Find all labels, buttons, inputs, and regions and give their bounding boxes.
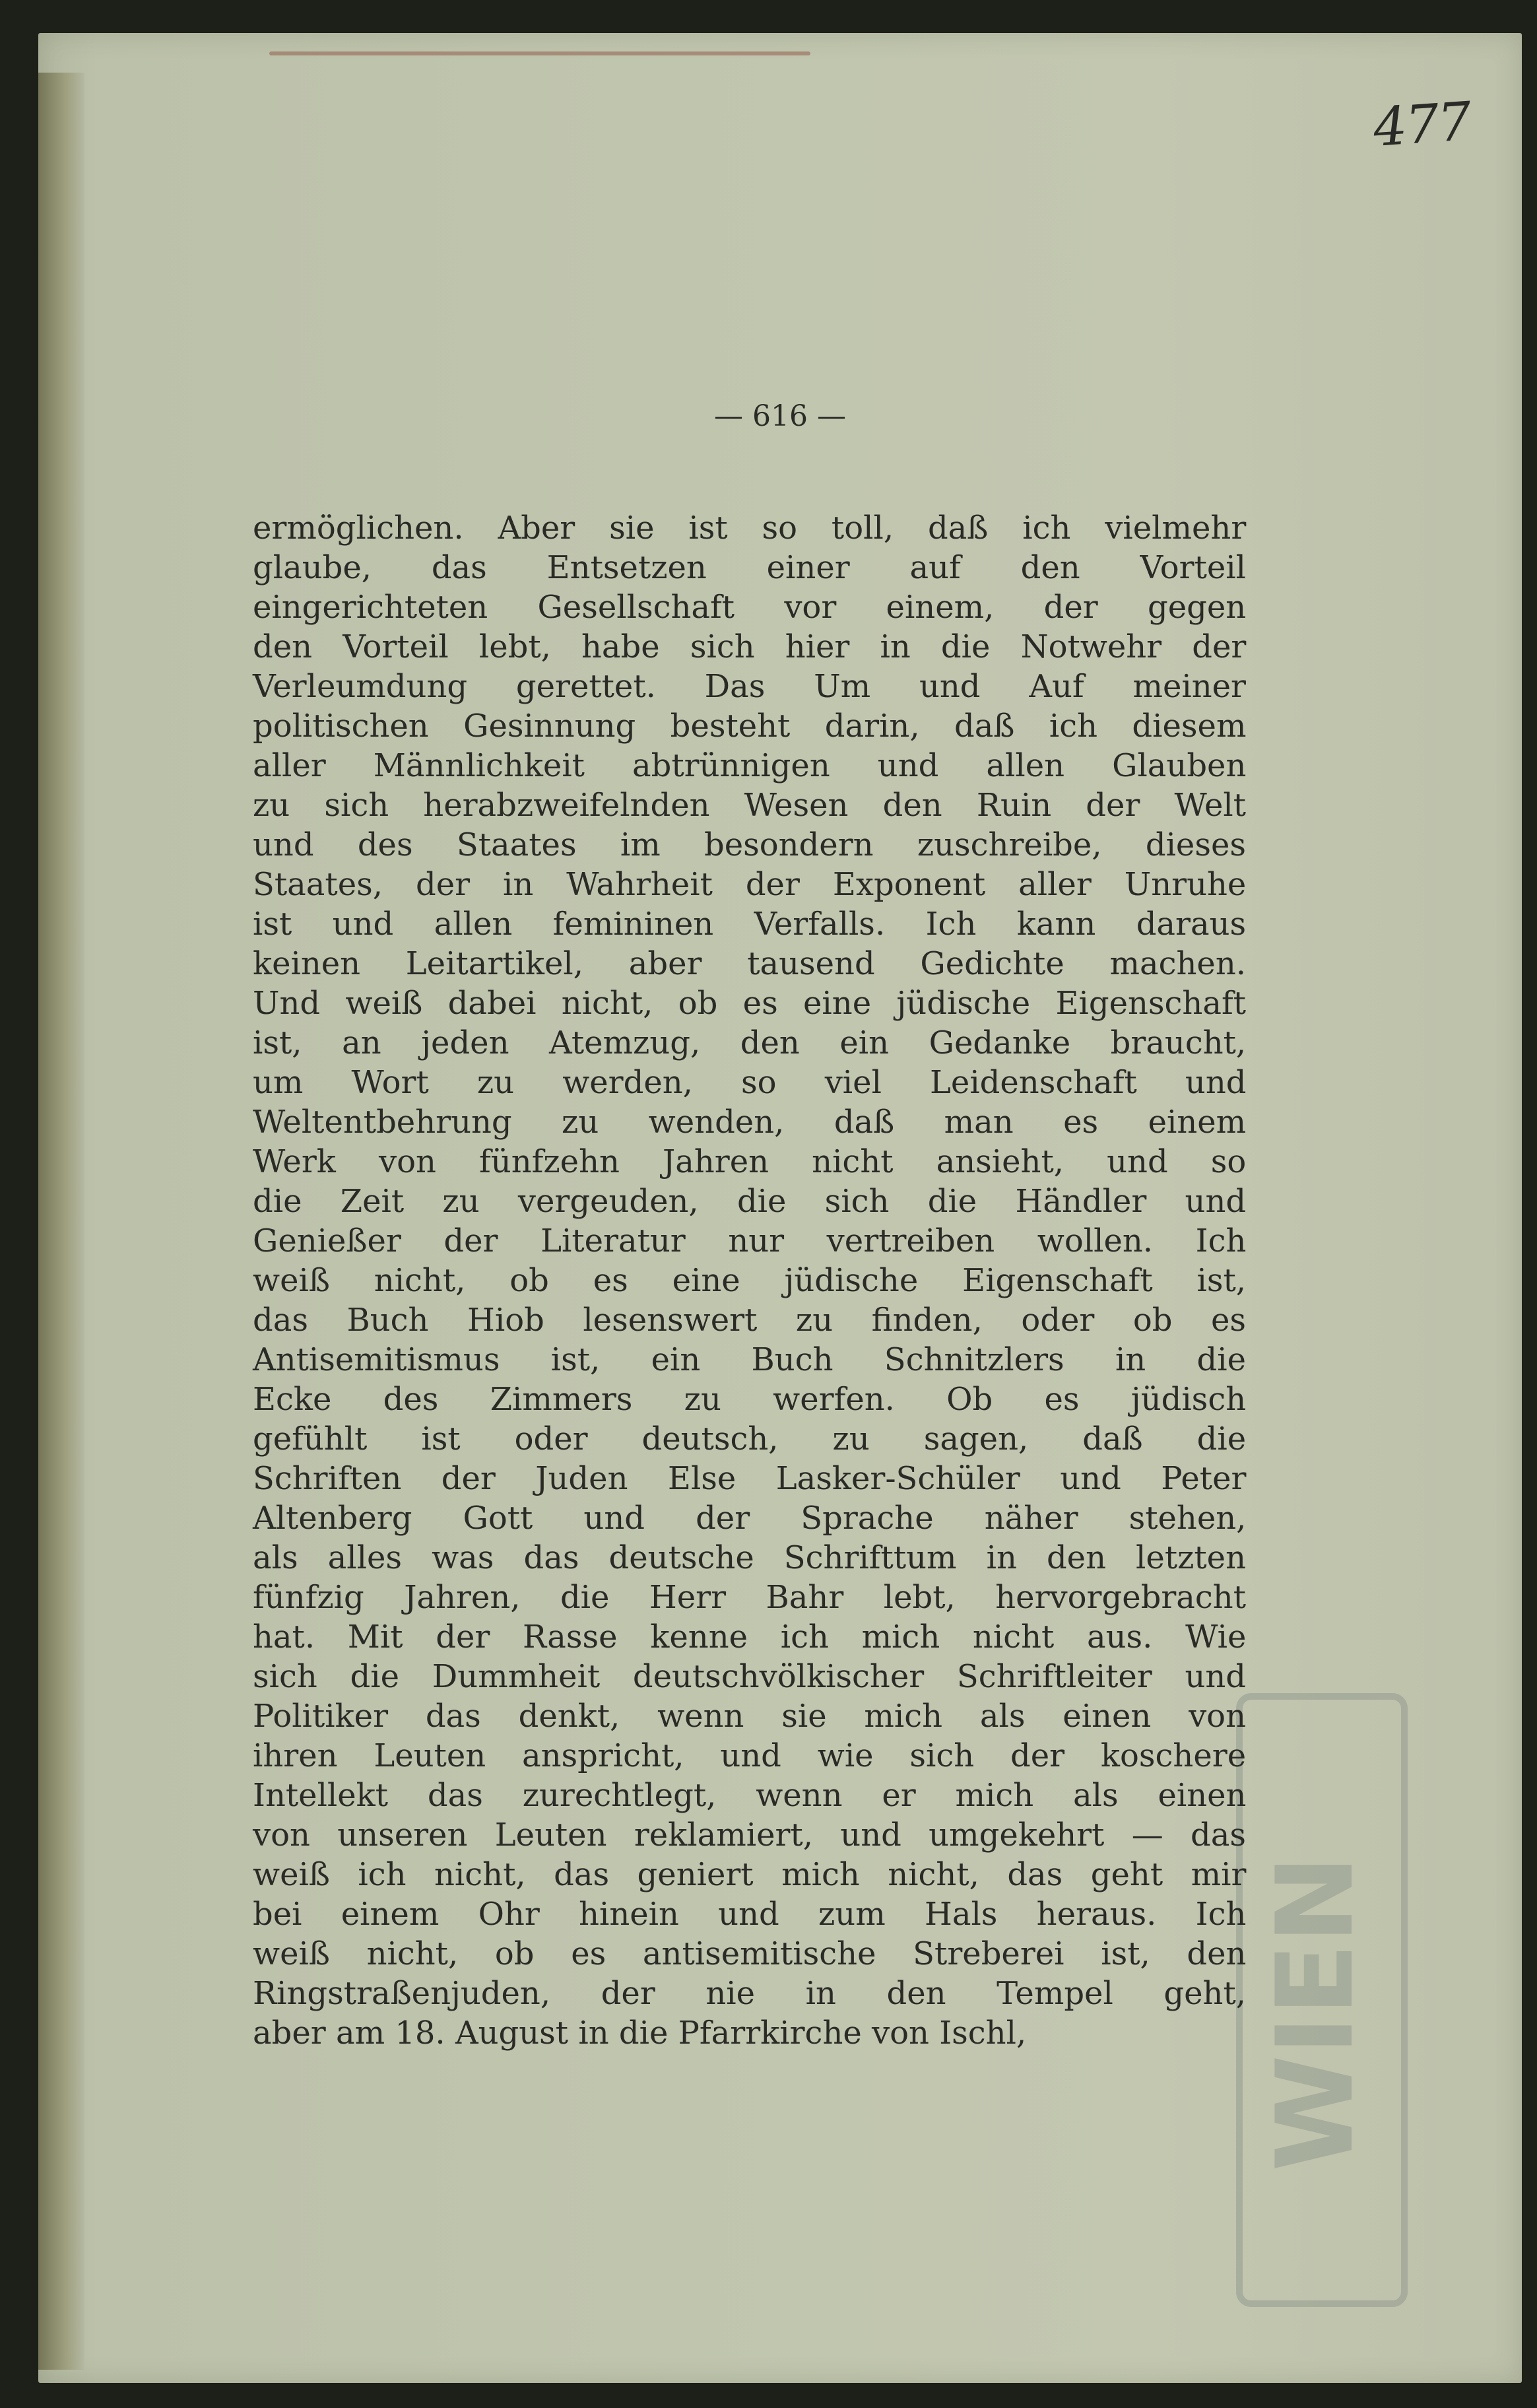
text-line: Politiker das denkt, wenn sie mich als einen von <box>253 1698 1246 1735</box>
text-line: Ringstraßenjuden, der nie in den Tempel geht, <box>253 1975 1246 2012</box>
text-line: von unseren Leuten reklamiert, und umgekehrt — das <box>253 1817 1246 1854</box>
text-line: glaube, das Entsetzen einer auf den Vorteil <box>253 549 1246 586</box>
text-line: Antisemitismus ist, ein Buch Schnitzlers in die <box>253 1341 1246 1378</box>
text-line: gefühlt ist oder deutsch, zu sagen, daß die <box>253 1421 1247 1457</box>
text-line: ihren Leuten anspricht, und wie sich der koschere <box>253 1737 1247 1774</box>
text-line: ist, an jeden Atemzug, den ein Gedanke braucht, <box>253 1024 1247 1061</box>
text-line: Schriften der Juden Else Lasker-Schüler und Peter <box>253 1460 1247 1497</box>
text-line: Genießer der Literatur nur vertreiben wollen. Ich <box>253 1222 1247 1259</box>
text-line: als alles was das deutsche Schrifttum in den letzten <box>253 1539 1246 1576</box>
text-line: Weltentbehrung zu wenden, daß man es einem <box>253 1104 1247 1141</box>
text-line: die Zeit zu vergeuden, die sich die Händler und <box>253 1183 1247 1220</box>
text-line: weiß ich nicht, das geniert mich nicht, das geht mir <box>253 1856 1247 1893</box>
text-line: Verleumdung gerettet. Das Um und Auf meiner <box>253 668 1246 705</box>
text-line: fünfzig Jahren, die Herr Bahr lebt, hervorgebracht <box>253 1579 1246 1616</box>
text-line: aber am 18. August in die Pfarrkirche von Ischl, <box>253 2015 1027 2052</box>
text-line: Intellekt das zurechtlegt, wenn er mich als einen <box>253 1777 1247 1814</box>
book-page <box>38 33 1522 2383</box>
text-line: weiß nicht, ob es eine jüdische Eigenschaft ist, <box>253 1262 1246 1299</box>
handwritten-folio-number: 477 <box>1371 90 1473 159</box>
text-line: sich die Dummheit deutschvölkischer Schriftleiter und <box>253 1658 1246 1695</box>
top-edge-mark <box>269 51 810 55</box>
text-line: um Wort zu werden, so viel Leidenschaft und <box>253 1064 1247 1101</box>
text-line: hat. Mit der Rasse kenne ich mich nicht aus. Wie <box>253 1619 1247 1656</box>
text-line: und des Staates im besondern zuschreibe, dieses <box>253 826 1246 863</box>
text-line: politischen Gesinnung besteht darin, daß ich diesem <box>253 708 1247 745</box>
text-line: Staates, der in Wahrheit der Exponent aller Unruhe <box>253 866 1247 903</box>
text-line: keinen Leitartikel, aber tausend Gedichte machen. <box>253 945 1246 982</box>
text-line: weiß nicht, ob es antisemitische Streberei ist, den <box>253 1935 1247 1972</box>
body-text <box>253 508 1246 2053</box>
text-line: aller Männlichkeit abtrünnigen und allen Glauben <box>253 747 1247 784</box>
text-line: Altenberg Gott und der Sprache näher stehen, <box>253 1500 1247 1537</box>
text-line: Ecke des Zimmers zu werfen. Ob es jüdisch <box>253 1381 1247 1418</box>
stamp-text: WIEN <box>1253 1855 1377 2172</box>
text-line: ist und allen femininen Verfalls. Ich kann daraus <box>253 906 1247 943</box>
text-line: das Buch Hiob lesenswert zu finden, oder ob es <box>253 1302 1247 1339</box>
text-line: ermöglichen. Aber sie ist so toll, daß ich vielmehr <box>253 510 1247 547</box>
text-line: bei einem Ohr hinein und zum Hals heraus. Ich <box>253 1896 1247 1933</box>
text-line: zu sich herabzweifelnden Wesen den Ruin der Welt <box>253 787 1246 824</box>
page-number: — 616 — <box>714 399 846 433</box>
text-line: Werk von fünfzehn Jahren nicht ansieht, und so <box>253 1143 1247 1180</box>
text-line: den Vorteil lebt, habe sich hier in die Notwehr der <box>253 628 1247 665</box>
text-line: Und weiß dabei nicht, ob es eine jüdische Eigenschaft <box>253 985 1246 1022</box>
text-line: eingerichteten Gesellschaft vor einem, der gegen <box>253 589 1247 626</box>
